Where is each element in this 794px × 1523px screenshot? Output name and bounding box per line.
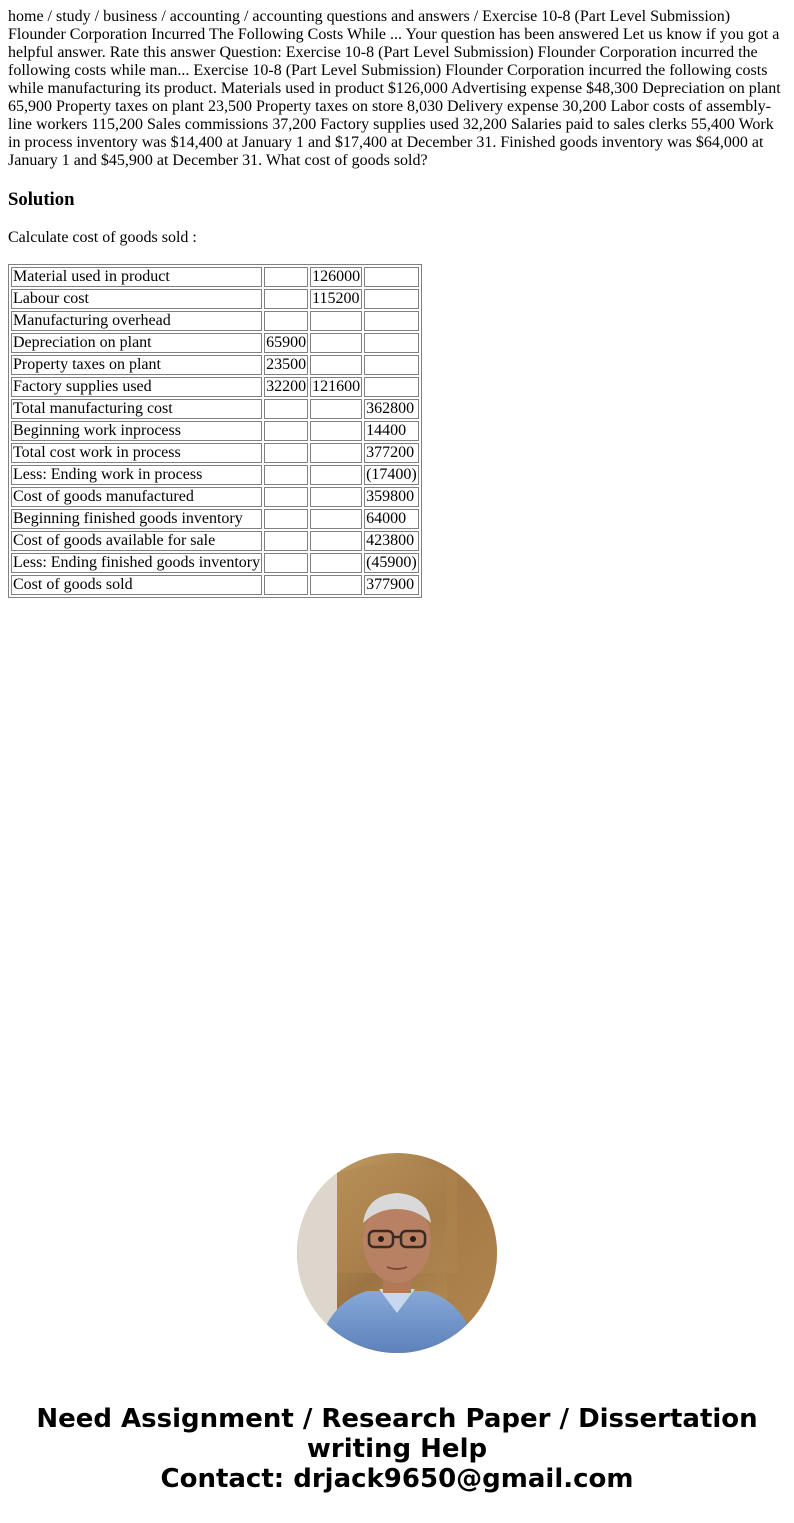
row-value-a xyxy=(264,267,308,287)
row-value-c xyxy=(364,355,419,375)
solution-intro: Calculate cost of goods sold : xyxy=(8,229,197,246)
question-text: home / study / business / accounting / accounting questions and answers / Exercise 10-8 (Part Level Submission) Flounder Corporation Incurred The Following Costs While ... Your question has been answered Let us know if you got a helpful answer. Rate this answer Question: Exercise 10-8 (Part Level Submission) Flounder Corporation incurred the following costs while man... Exercise 10-8 (Part Level Submission) Flounder Corporation incurred the following costs while manufacturing its product. Materials used in product $126,000 Advertising expense $48,300 Depreciation on plant 65,900 Property taxes on plant 23,500 Property taxes on store 8,030 Delivery expense 30,200 Labor costs of assembly-line workers 115,200 Sales commissions 37,200 Factory supplies used 32,200 Salaries paid to sales clerks 55,400 Work in process inventory was $14,400 at January 1 and $17,400 at December 31. Finished goods inventory was $64,000 at January 1 and $45,900 at December 31. What cost of goods sold? xyxy=(8,8,781,169)
row-value-a: 65900 xyxy=(266,334,307,351)
row-value-a xyxy=(264,421,308,441)
row-label: Beginning work inprocess xyxy=(11,421,262,441)
row-label: Material used in product xyxy=(11,267,262,287)
row-value-c xyxy=(364,333,419,353)
table-row xyxy=(11,289,419,309)
row-value-a xyxy=(264,487,308,507)
row-value-a xyxy=(264,443,308,463)
row-label: Cost of goods available for sale xyxy=(11,531,262,551)
row-value-a xyxy=(264,399,308,419)
row-value-c: 423800 xyxy=(364,531,419,551)
promo-line-1: Need Assignment / Research Paper / Dissertation xyxy=(36,1404,758,1434)
table-row xyxy=(11,355,419,375)
row-value-b xyxy=(310,399,362,419)
row-value-b: 115200 xyxy=(310,289,362,309)
row-value-c xyxy=(364,311,419,331)
row-label: Total manufacturing cost xyxy=(11,399,262,419)
table-row xyxy=(11,267,419,287)
row-value-c xyxy=(364,377,419,397)
row-value-a xyxy=(264,465,308,485)
row-value-c: 14400 xyxy=(364,421,419,441)
row-value-b xyxy=(310,509,362,529)
content xyxy=(8,8,786,598)
row-value-c: (17400) xyxy=(366,466,417,483)
row-label: Cost of goods manufactured xyxy=(11,487,262,507)
table-row xyxy=(11,333,419,353)
row-value-b: 126000 xyxy=(312,268,361,285)
table-row xyxy=(11,377,419,397)
table-row xyxy=(11,509,419,529)
row-value-b xyxy=(310,487,362,507)
table-row xyxy=(11,487,419,507)
row-label: Labour cost xyxy=(11,289,262,309)
row-value-a xyxy=(264,575,308,595)
row-value-b xyxy=(310,553,362,573)
row-value-a: 23500 xyxy=(266,356,307,373)
row-value-a xyxy=(264,311,308,331)
row-value-b xyxy=(310,575,362,595)
row-label: Factory supplies used xyxy=(11,377,262,397)
promo-line-2: writing Help xyxy=(306,1434,488,1464)
row-label: Less: Ending finished goods inventory xyxy=(13,554,261,571)
row-value-b: 121600 xyxy=(312,378,361,395)
row-value-a xyxy=(264,553,308,573)
row-label: Total cost work in process xyxy=(11,443,262,463)
row-value-a: 32200 xyxy=(266,378,307,395)
author-photo xyxy=(297,1153,497,1353)
table-row xyxy=(11,443,419,463)
table-row xyxy=(11,399,419,419)
row-label: Manufacturing overhead xyxy=(11,311,262,331)
row-label: Cost of goods sold xyxy=(11,575,262,595)
row-value-c xyxy=(364,289,419,309)
row-value-c: 359800 xyxy=(364,487,419,507)
promo-contact: Contact: drjack9650@gmail.com xyxy=(160,1464,634,1494)
row-value-c: 377200 xyxy=(364,443,419,463)
author-avatar xyxy=(297,1153,497,1353)
table-row xyxy=(11,575,419,595)
table-row xyxy=(11,465,419,485)
table-row xyxy=(11,421,419,441)
row-label: Property taxes on plant xyxy=(11,355,262,375)
table-row xyxy=(11,531,419,551)
row-value-b xyxy=(310,355,362,375)
row-value-c: (45900) xyxy=(366,554,417,571)
cost-of-goods-table xyxy=(8,264,422,598)
row-value-b xyxy=(310,311,362,331)
row-value-c: 362800 xyxy=(364,399,419,419)
row-value-a xyxy=(264,289,308,309)
table-body xyxy=(11,267,419,595)
row-value-b xyxy=(310,531,362,551)
row-value-b xyxy=(310,443,362,463)
solution-heading: Solution xyxy=(8,189,75,210)
row-value-b xyxy=(310,465,362,485)
row-value-c: 64000 xyxy=(364,509,419,529)
row-label: Beginning finished goods inventory xyxy=(11,509,262,529)
row-value-b xyxy=(310,333,362,353)
row-value-c: 377900 xyxy=(364,575,419,595)
promo-banner xyxy=(0,1404,794,1494)
table-row xyxy=(11,553,419,573)
row-label: Depreciation on plant xyxy=(11,333,262,353)
row-value-c xyxy=(364,267,419,287)
row-label: Less: Ending work in process xyxy=(11,465,262,485)
row-value-b xyxy=(310,421,362,441)
row-value-a xyxy=(264,531,308,551)
table-row xyxy=(11,311,419,331)
row-value-a xyxy=(264,509,308,529)
